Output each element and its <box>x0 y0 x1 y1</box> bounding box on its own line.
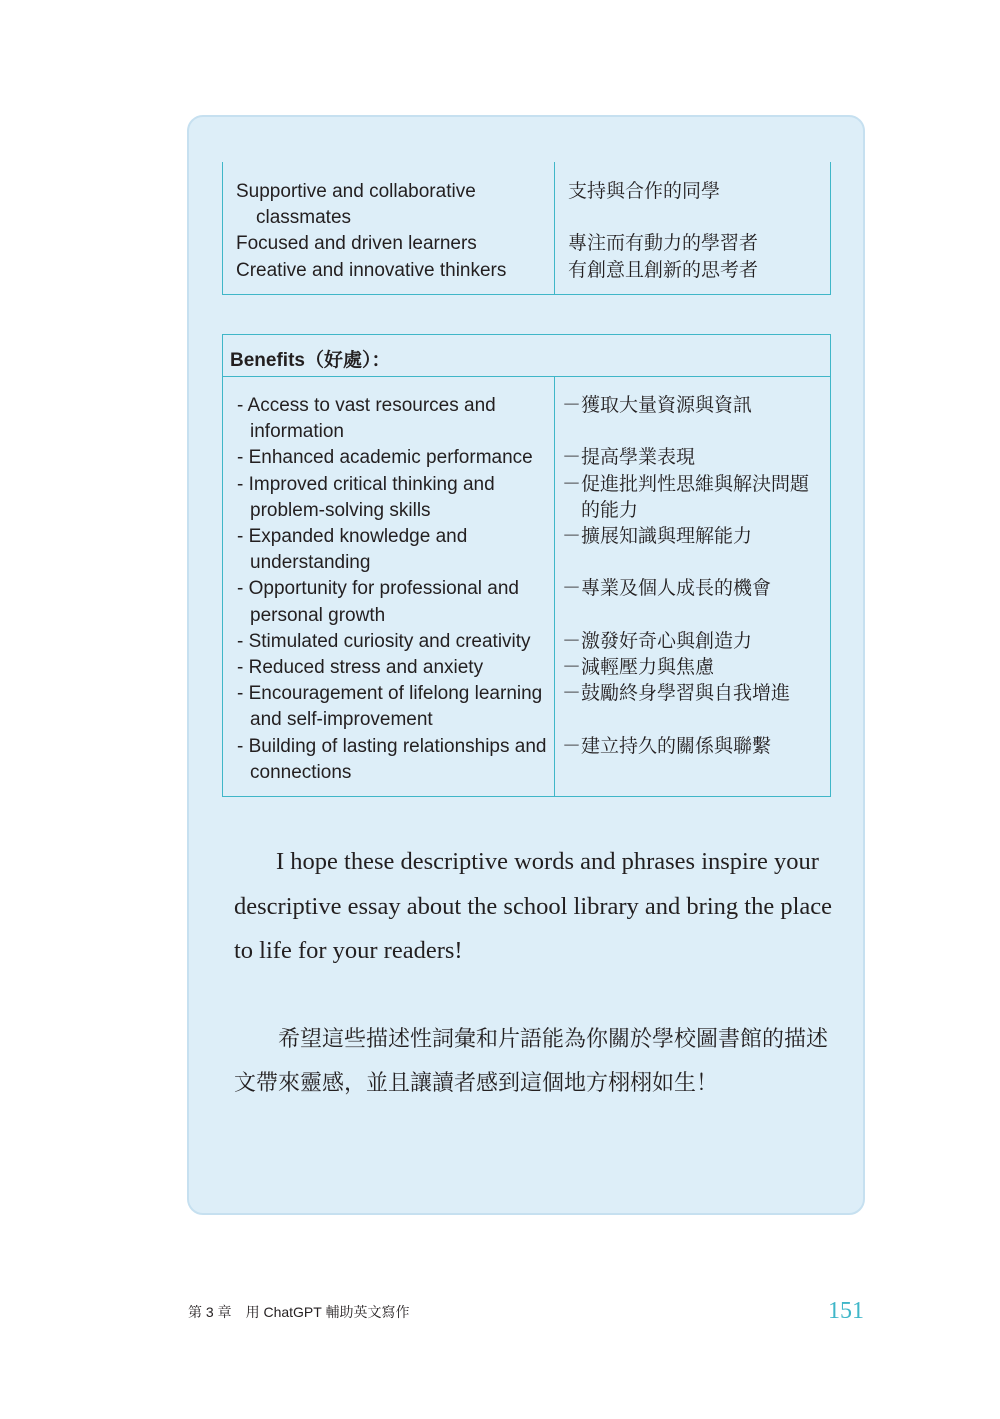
vocab-en-item: Focused and driven learners <box>236 233 477 255</box>
spacer <box>568 205 818 231</box>
vocab-zh-item: 支持與合作的同學 <box>568 181 721 202</box>
closing-paragraph-chinese: 希望這些描述性詞彙和片語能為你關於學校圖書館的描述文帶來靈感，並且讓讀者感到這個地方栩栩如生！ <box>234 1027 829 1096</box>
benefit-en-item: - Expanded knowledge and understanding <box>237 526 468 574</box>
vocab-en-item: Creative and innovative thinkers <box>236 259 507 281</box>
spacer <box>562 707 822 733</box>
spacer <box>562 603 822 629</box>
spacer <box>562 550 822 576</box>
benefits-header-row <box>223 335 830 377</box>
benefit-zh-item: －提高學業表現 <box>562 447 696 469</box>
benefit-zh-item: －減輕壓力與焦慮 <box>562 656 715 678</box>
benefit-en-item: - Stimulated curiosity and creativity <box>237 630 531 652</box>
benefit-en-item: - Reduced stress and anxiety <box>237 657 484 679</box>
benefit-en-item: - Improved critical thinking and problem-solving skills <box>237 473 495 521</box>
vocab-zh-item: 專注而有動力的學習者 <box>568 233 759 255</box>
benefit-en-item: - Enhanced academic performance <box>237 447 533 469</box>
vocabulary-table-continued <box>222 162 831 295</box>
page-number: 151 <box>828 1298 864 1324</box>
benefit-en-item: - Building of lasting relationships and connections <box>237 735 547 783</box>
vocab-zh-item: 有創意且創新的思考者 <box>568 259 759 281</box>
benefit-zh-item: －擴展知識與理解能力 <box>562 526 753 547</box>
benefits-header: Benefits（好處）： <box>230 350 391 371</box>
benefits-chinese-column <box>562 393 822 760</box>
closing-paragraph-english: I hope these descriptive words and phrases inspire your descriptive essay about the school library and bring the place to life for your readers! <box>234 848 833 964</box>
english-column <box>236 179 546 284</box>
benefit-zh-item: －鼓勵終身學習與自我增進 <box>562 683 791 705</box>
benefit-zh-item: －促進批判性思維與解決問題的能力 <box>562 473 810 521</box>
column-divider <box>554 376 555 796</box>
benefit-en-item: - Opportunity for professional and personal growth <box>237 578 519 626</box>
benefits-english-column <box>230 393 548 786</box>
benefit-en-item: - Encouragement of lifelong learning and self-improvement <box>237 683 543 731</box>
benefit-zh-item: －建立持久的關係與聯繫 <box>562 735 772 757</box>
chinese-column <box>568 179 818 284</box>
benefit-zh-item: －專業及個人成長的機會 <box>562 578 772 600</box>
spacer <box>562 419 822 445</box>
benefit-zh-item: －激發好奇心與創造力 <box>562 630 753 652</box>
benefit-zh-item: －獲取大量資源與資訊 <box>562 395 753 416</box>
benefit-en-item: - Access to vast resources and information <box>237 395 496 443</box>
vocab-en-item: Supportive and collaborative classmates <box>236 181 476 229</box>
column-divider <box>554 162 555 294</box>
chapter-footer: 第 3 章 用 ChatGPT 輔助英文寫作 <box>188 1304 410 1320</box>
benefits-table <box>222 334 831 797</box>
